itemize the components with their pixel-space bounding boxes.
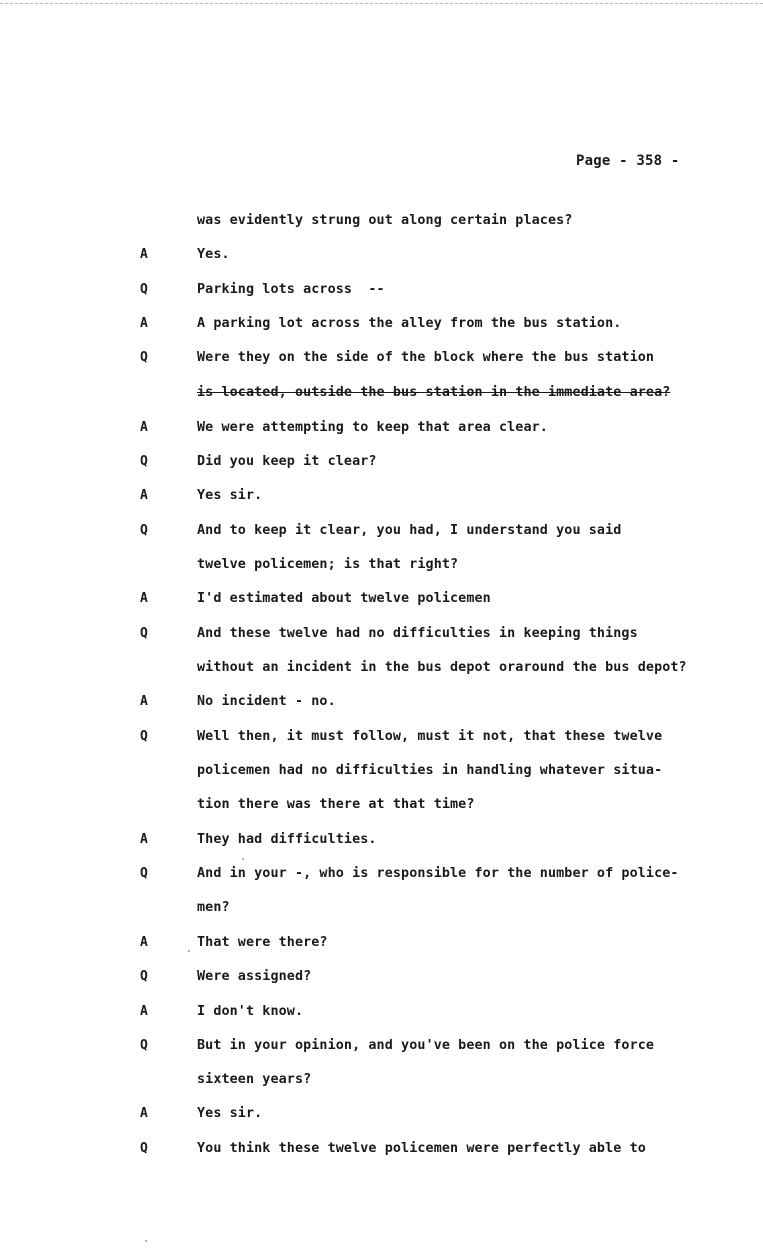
line-text: policemen had no difficulties in handling whatever situa- (197, 763, 663, 778)
line-text: Well then, it must follow, must it not, that these twelve (197, 729, 663, 744)
paper-speck (188, 950, 190, 952)
line-text: I don't know. (197, 1004, 304, 1019)
line-text: men? (197, 900, 230, 915)
line-text: Yes sir. (197, 488, 263, 503)
transcript-line (0, 282, 763, 302)
line-text: No incident - no. (197, 694, 336, 709)
line-text: Did you keep it clear? (197, 454, 377, 469)
transcript-line (0, 969, 763, 989)
transcript-line (0, 866, 763, 886)
speaker-label: Q (140, 350, 148, 365)
transcript-line (0, 729, 763, 749)
speaker-label: A (140, 316, 148, 331)
speaker-label: Q (140, 523, 148, 538)
line-text: I'd estimated about twelve policemen (197, 591, 491, 606)
transcript-line (0, 316, 763, 336)
transcript-line (0, 660, 763, 680)
paper-speck (145, 1240, 147, 1242)
line-text: without an incident in the bus depot oraround the bus depot? (197, 660, 687, 675)
transcript-line (0, 523, 763, 543)
line-text: sixteen years? (197, 1072, 312, 1087)
speaker-label: A (140, 694, 148, 709)
speaker-label: Q (140, 626, 148, 641)
line-text: was evidently strung out along certain places? (197, 213, 573, 228)
transcript-line (0, 763, 763, 783)
struck-through-line-text: is located, outside the bus station in the immediate area? (197, 385, 671, 400)
transcript-line (0, 1038, 763, 1058)
transcript-line (0, 557, 763, 577)
transcript-line (0, 1106, 763, 1126)
speaker-label: Q (140, 866, 148, 881)
line-text: Yes. (197, 247, 230, 262)
speaker-label: Q (140, 969, 148, 984)
transcript-line (0, 1141, 763, 1161)
transcript-line (0, 832, 763, 852)
line-text: Were assigned? (197, 969, 312, 984)
speaker-label: A (140, 1004, 148, 1019)
line-text: We were attempting to keep that area clear. (197, 420, 548, 435)
transcript-line (0, 420, 763, 440)
speaker-label: Q (140, 282, 148, 297)
line-text: Were they on the side of the block where the bus station (197, 350, 655, 365)
line-text: tion there was there at that time? (197, 797, 475, 812)
transcript-line (0, 900, 763, 920)
line-text: Yes sir. (197, 1106, 263, 1121)
transcript-line (0, 385, 763, 405)
speaker-label: Q (140, 1038, 148, 1053)
transcript-line (0, 797, 763, 817)
line-text: A parking lot across the alley from the bus station. (197, 316, 622, 331)
line-text: But in your opinion, and you've been on the police force (197, 1038, 655, 1053)
speaker-label: A (140, 247, 148, 262)
transcript-line (0, 591, 763, 611)
transcript-line (0, 213, 763, 233)
speaker-label: A (140, 1106, 148, 1121)
speaker-label: A (140, 591, 148, 606)
transcript-line (0, 1004, 763, 1024)
transcript-line (0, 694, 763, 714)
speaker-label: A (140, 488, 148, 503)
speaker-label: Q (140, 729, 148, 744)
line-text: That were there? (197, 935, 328, 950)
paper-speck (242, 858, 244, 860)
transcript-line (0, 454, 763, 474)
transcript-line (0, 247, 763, 267)
line-text: You think these twelve policemen were perfectly able to (197, 1141, 646, 1156)
transcript-line (0, 935, 763, 955)
speaker-label: Q (140, 454, 148, 469)
line-text: They had difficulties. (197, 832, 377, 847)
transcript-line (0, 350, 763, 370)
speaker-label: A (140, 420, 148, 435)
line-text: twelve policemen; is that right? (197, 557, 459, 572)
transcript-line (0, 488, 763, 508)
line-text: Parking lots across -- (197, 282, 385, 297)
transcript-line (0, 1072, 763, 1092)
page-number: Page - 358 - (576, 153, 680, 169)
transcript-line (0, 626, 763, 646)
line-text: And these twelve had no difficulties in keeping things (197, 626, 638, 641)
line-text: And to keep it clear, you had, I understand you said (197, 523, 622, 538)
speaker-label: Q (140, 1141, 148, 1156)
speaker-label: A (140, 935, 148, 950)
speaker-label: A (140, 832, 148, 847)
line-text: And in your -, who is responsible for the number of police- (197, 866, 679, 881)
